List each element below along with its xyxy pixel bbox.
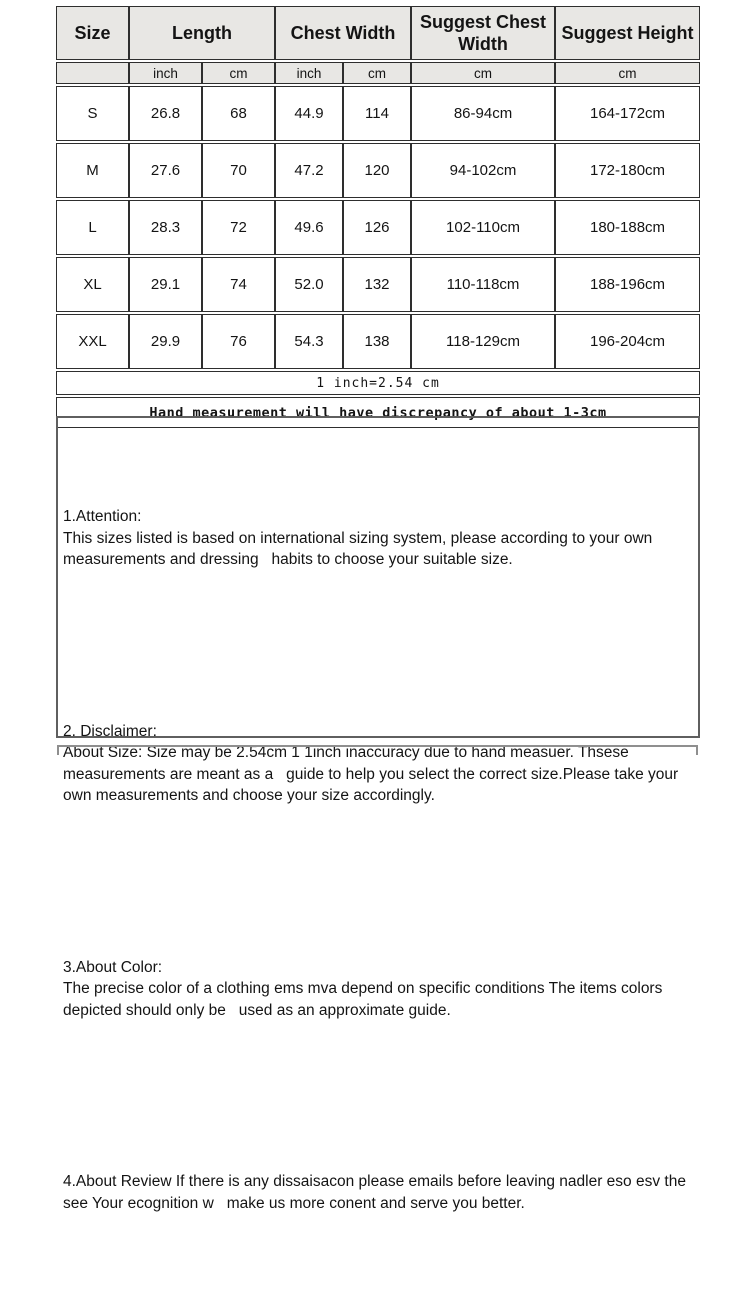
unit-row (56, 62, 700, 84)
length-cm-cell: 72 (202, 200, 275, 255)
table-row-s (56, 86, 700, 141)
unit-cell: inch (129, 62, 202, 84)
inch-conversion-note: 1 inch=2.54 cm (56, 371, 700, 395)
chest-cm-cell: 138 (343, 314, 411, 369)
note-about-color (63, 914, 694, 1065)
unit-cell: cm (343, 62, 411, 84)
unit-cell: inch (275, 62, 343, 84)
chest-inch-cell: 49.6 (275, 200, 343, 255)
header-suggest-chest-width: Suggest Chest Width (411, 6, 555, 60)
size-cell: S (56, 86, 129, 141)
chest-inch-cell: 52.0 (275, 257, 343, 312)
note-title: 1.Attention: (63, 508, 142, 525)
notes-box (56, 416, 700, 1212)
length-inch-cell: 26.8 (129, 86, 202, 141)
header-chest-width: Chest Width (275, 6, 411, 60)
note-body: The precise color of a clothing ems mva depend on specific conditions The items colors depicted should only be used as an approximate guide. (63, 980, 667, 1019)
length-inch-cell: 29.9 (129, 314, 202, 369)
length-inch-cell: 29.1 (129, 257, 202, 312)
table-row-xxl (56, 314, 700, 369)
chest-cm-cell: 120 (343, 143, 411, 198)
length-cm-cell: 68 (202, 86, 275, 141)
header-suggest-height: Suggest Height (555, 6, 700, 60)
chest-cm-cell: 126 (343, 200, 411, 255)
unit-cell: cm (555, 62, 700, 84)
hand-measurement-note: Hand measurement will have discrepancy of about 1-3cm (56, 397, 700, 428)
length-inch-cell: 28.3 (129, 200, 202, 255)
suggest-chest-cell: 94-102cm (411, 143, 555, 198)
header-row (56, 6, 700, 60)
note-title: 2. Disclaimer: (63, 722, 157, 740)
chest-inch-cell: 44.9 (275, 86, 343, 141)
length-inch-cell: 27.6 (129, 143, 202, 198)
table-row-xl (56, 257, 700, 312)
suggest-chest-cell: 110-118cm (411, 257, 555, 312)
size-cell: XL (56, 257, 129, 312)
header-size: Size (56, 6, 129, 60)
note-attention (63, 463, 694, 614)
suggest-height-cell: 188-196cm (555, 257, 700, 312)
suggest-height-cell: 180-188cm (555, 200, 700, 255)
chest-inch-cell: 47.2 (275, 143, 343, 198)
note-disclaimer (63, 678, 694, 850)
size-cell: M (56, 143, 129, 198)
note-about-review (63, 1128, 694, 1257)
cutoff-next-section-border (57, 745, 698, 755)
unit-cell: cm (411, 62, 555, 84)
chest-cm-cell: 114 (343, 86, 411, 141)
length-cm-cell: 74 (202, 257, 275, 312)
chest-cm-cell: 132 (343, 257, 411, 312)
suggest-chest-cell: 86-94cm (411, 86, 555, 141)
chest-inch-cell: 54.3 (275, 314, 343, 369)
suggest-height-cell: 196-204cm (555, 314, 700, 369)
length-cm-cell: 70 (202, 143, 275, 198)
suggest-height-cell: 172-180cm (555, 143, 700, 198)
suggest-chest-cell: 102-110cm (411, 200, 555, 255)
conversion-row (56, 371, 700, 395)
header-length: Length (129, 6, 275, 60)
note-title: 3.About Color: (63, 958, 163, 976)
size-cell: L (56, 200, 129, 255)
suggest-chest-cell: 118-129cm (411, 314, 555, 369)
size-cell: XXL (56, 314, 129, 369)
note-body: 4.About Review If there is any dissaisacon please emails before leaving nadler eso esv the see Your ecognition w make us more conent and serve you better. (63, 1173, 691, 1212)
unit-cell (56, 62, 129, 84)
note-body: This sizes listed is based on international sizing system, please according to your own measurements and dressing habits to choose your suitable size. (63, 529, 657, 568)
note-body: About Size: Size may be 2.54cm 1 1inch inaccuracy due to hand measuer. Thsese measurements are meant as a guide to help you select the correct size.Please take your own measurements and choose your size accordingly. (63, 744, 683, 804)
size-chart-table (56, 4, 700, 430)
table-row-l (56, 200, 700, 255)
length-cm-cell: 76 (202, 314, 275, 369)
unit-cell: cm (202, 62, 275, 84)
suggest-height-cell: 164-172cm (555, 86, 700, 141)
table-row-m (56, 143, 700, 198)
